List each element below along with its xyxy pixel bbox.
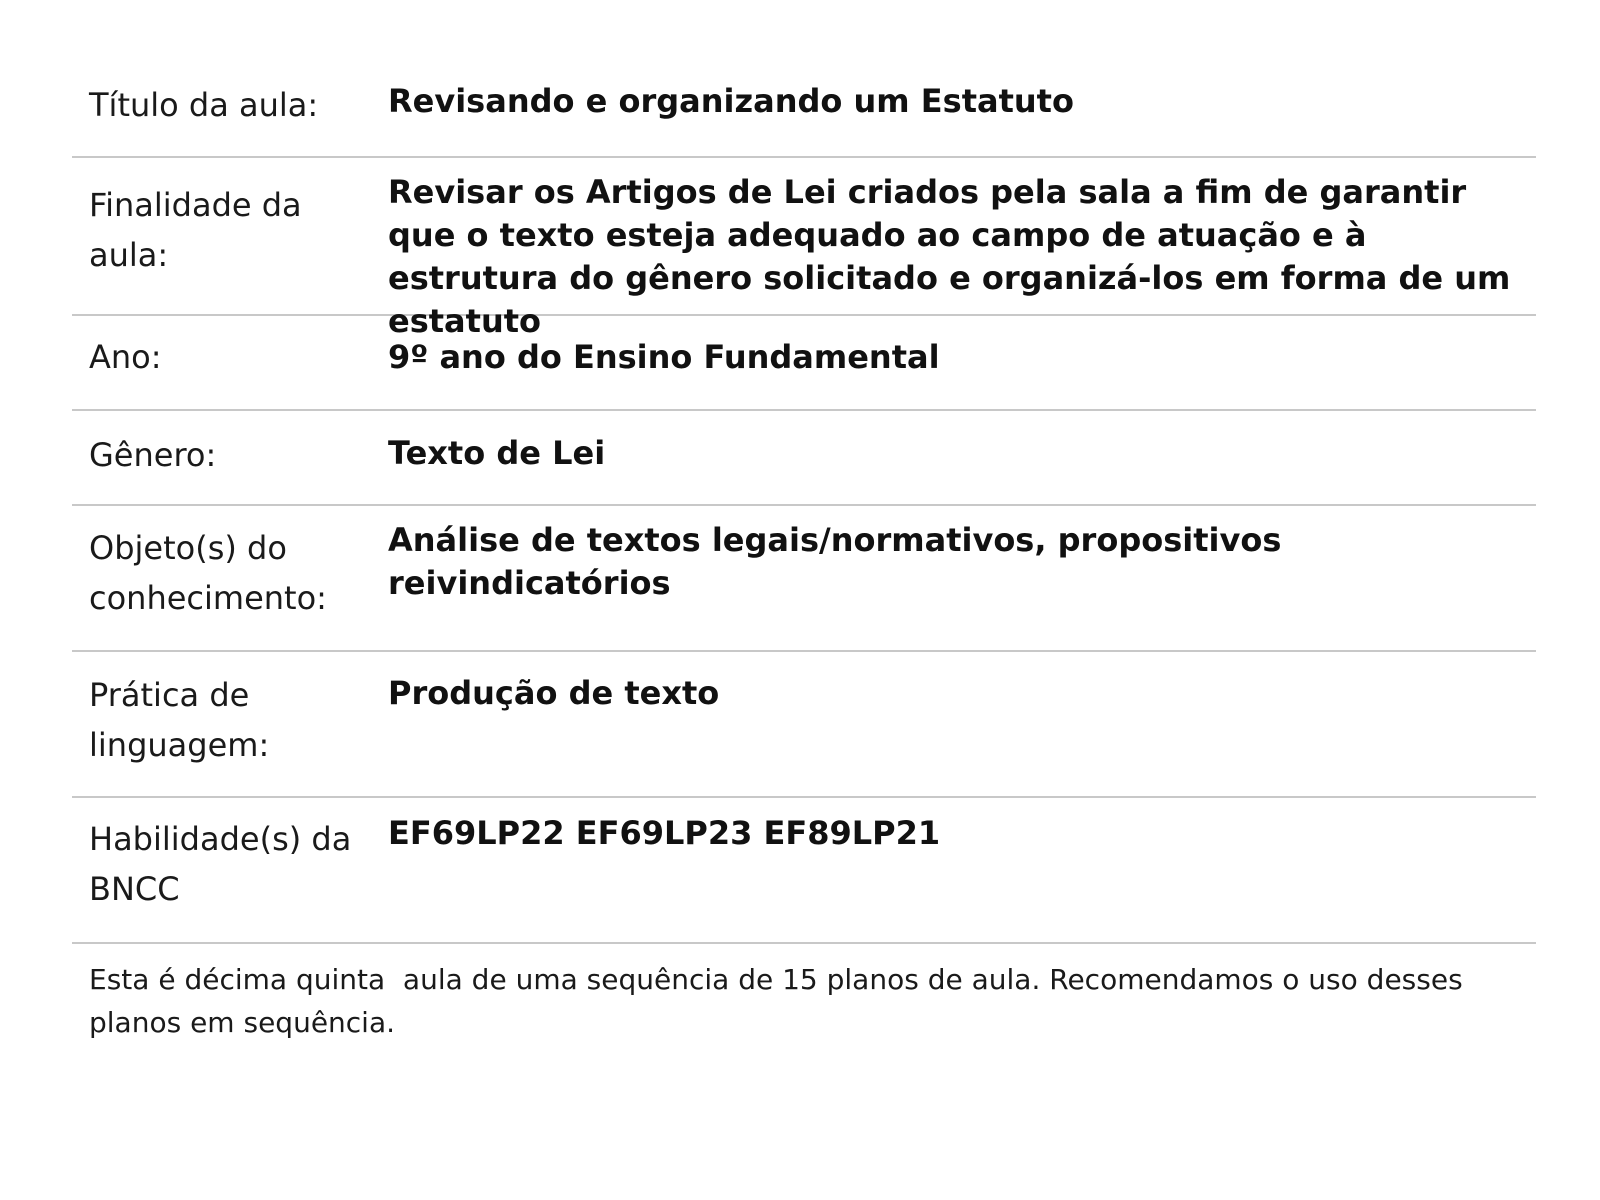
row-year (72, 316, 1536, 411)
row-value: EF69LP22 EF69LP23 EF89LP21 (388, 814, 941, 852)
row-knowledge-objects (72, 506, 1536, 652)
row-value: Análise de textos legais/normativos, propositivos reivindicatórios (388, 521, 1282, 602)
row-label: Finalidade da aula: (89, 186, 302, 274)
row-lesson-purpose (72, 158, 1536, 340)
row-value: Revisando e organizando um Estatuto (388, 82, 1074, 120)
row-lesson-title (72, 56, 1536, 158)
row-label: Título da aula: (89, 86, 319, 124)
row-language-practice (72, 652, 1536, 798)
sequence-note: Esta é décima quinta aula de uma sequência de 15 planos de aula. Recomendamos o uso desses planos em sequência. (89, 963, 1472, 1039)
lesson-info-table (72, 56, 1536, 1044)
row-value: Texto de Lei (388, 434, 606, 472)
row-value: Produção de texto (388, 674, 720, 712)
row-label: Ano: (89, 338, 162, 376)
row-value: Revisar os Artigos de Lei criados pela sala a fim de garantir que o texto esteja adequado ao campo de atuação e à estrutura do gênero solicitado e organizá-los em forma de um estatuto (388, 173, 1511, 340)
row-label: Habilidade(s) da BNCC (89, 820, 352, 908)
row-bncc-skills (72, 798, 1536, 944)
row-genre (72, 411, 1536, 506)
row-label: Objeto(s) do conhecimento: (89, 529, 327, 617)
row-label: Prática de linguagem: (89, 676, 270, 764)
row-value: 9º ano do Ensino Fundamental (388, 338, 940, 376)
row-label: Gênero: (89, 436, 217, 474)
